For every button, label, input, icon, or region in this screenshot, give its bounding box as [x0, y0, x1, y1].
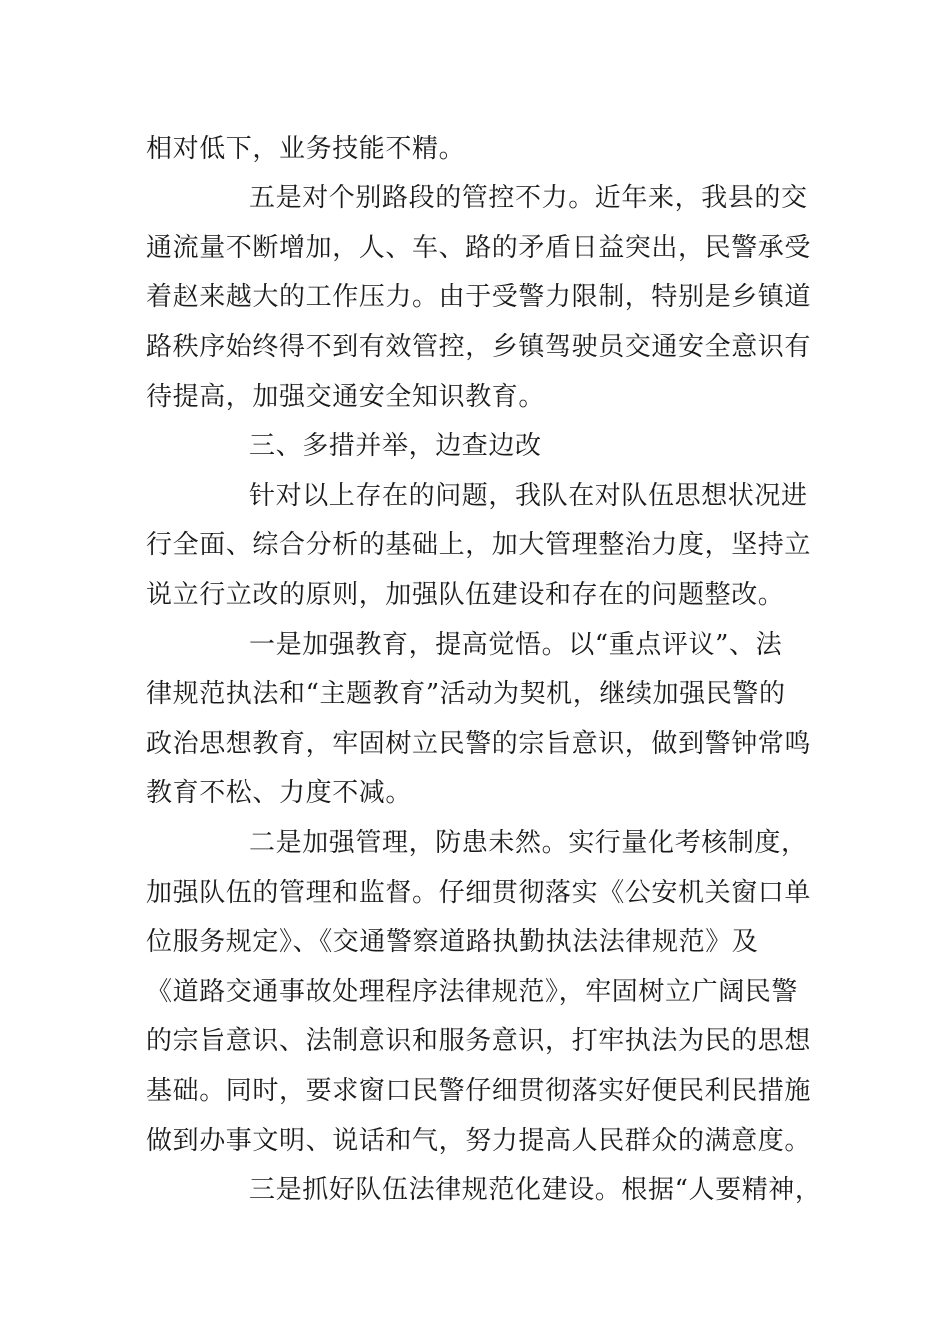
text-line: 待提高，加强交通安全知识教育。 [146, 382, 546, 412]
text-line: 基础。同时，要求窗口民警仔细贯彻落实好便民利民措施 [146, 1076, 812, 1106]
text-line: 政治思想教育，牢固树立民警的宗旨意识，做到警钟常鸣 [146, 729, 812, 759]
text-line: 说立行立改的原则，加强队伍建设和存在的问题整改。 [146, 580, 785, 610]
text-line: 针对以上存在的问题，我队在对队伍思想状况进 [249, 481, 808, 511]
text-line: 五是对个别路段的管控不力。近年来，我县的交 [249, 183, 808, 213]
text-line: 二是加强管理，防患未然。实行量化考核制度， [249, 828, 808, 858]
text-line: 教育不松、力度不减。 [146, 778, 413, 808]
text-line: 路秩序始终得不到有效管控，乡镇驾驶员交通安全意识有 [146, 332, 812, 362]
text-line: 通流量不断增加，人、车、路的矛盾日益突出，民警承受 [146, 233, 812, 263]
text-line: 相对低下，业务技能不精。 [146, 134, 466, 164]
section-heading: 三、多措并举，边查边改 [249, 431, 542, 461]
text-line: 《道路交通事故处理程序法律规范》，牢固树立广阔民警 [146, 977, 799, 1007]
text-line: 加强队伍的管理和监督。仔细贯彻落实《公安机关窗口单 [146, 878, 812, 908]
text-line: 做到办事文明、说话和气，努力提高人民群众的满意度。 [146, 1126, 812, 1156]
text-line: 行全面、综合分析的基础上，加大管理整治力度，坚持立 [146, 530, 812, 560]
text-line: 三是抓好队伍法律规范化建设。根据“人要精神， [249, 1175, 822, 1205]
text-line: 律规范执法和“主题教育”活动为契机，继续加强民警的 [146, 679, 786, 709]
text-line: 的宗旨意识、法制意识和服务意识，打牢执法为民的思想 [146, 1026, 812, 1056]
text-line: 着赵来越大的工作压力。由于受警力限制，特别是乡镇道 [146, 282, 812, 312]
text-line: 一是加强教育，提高觉悟。以“重点评议”、法 [249, 630, 783, 660]
text-line: 位服务规定》、《交通警察道路执勤执法法律规范》及 [146, 927, 759, 957]
